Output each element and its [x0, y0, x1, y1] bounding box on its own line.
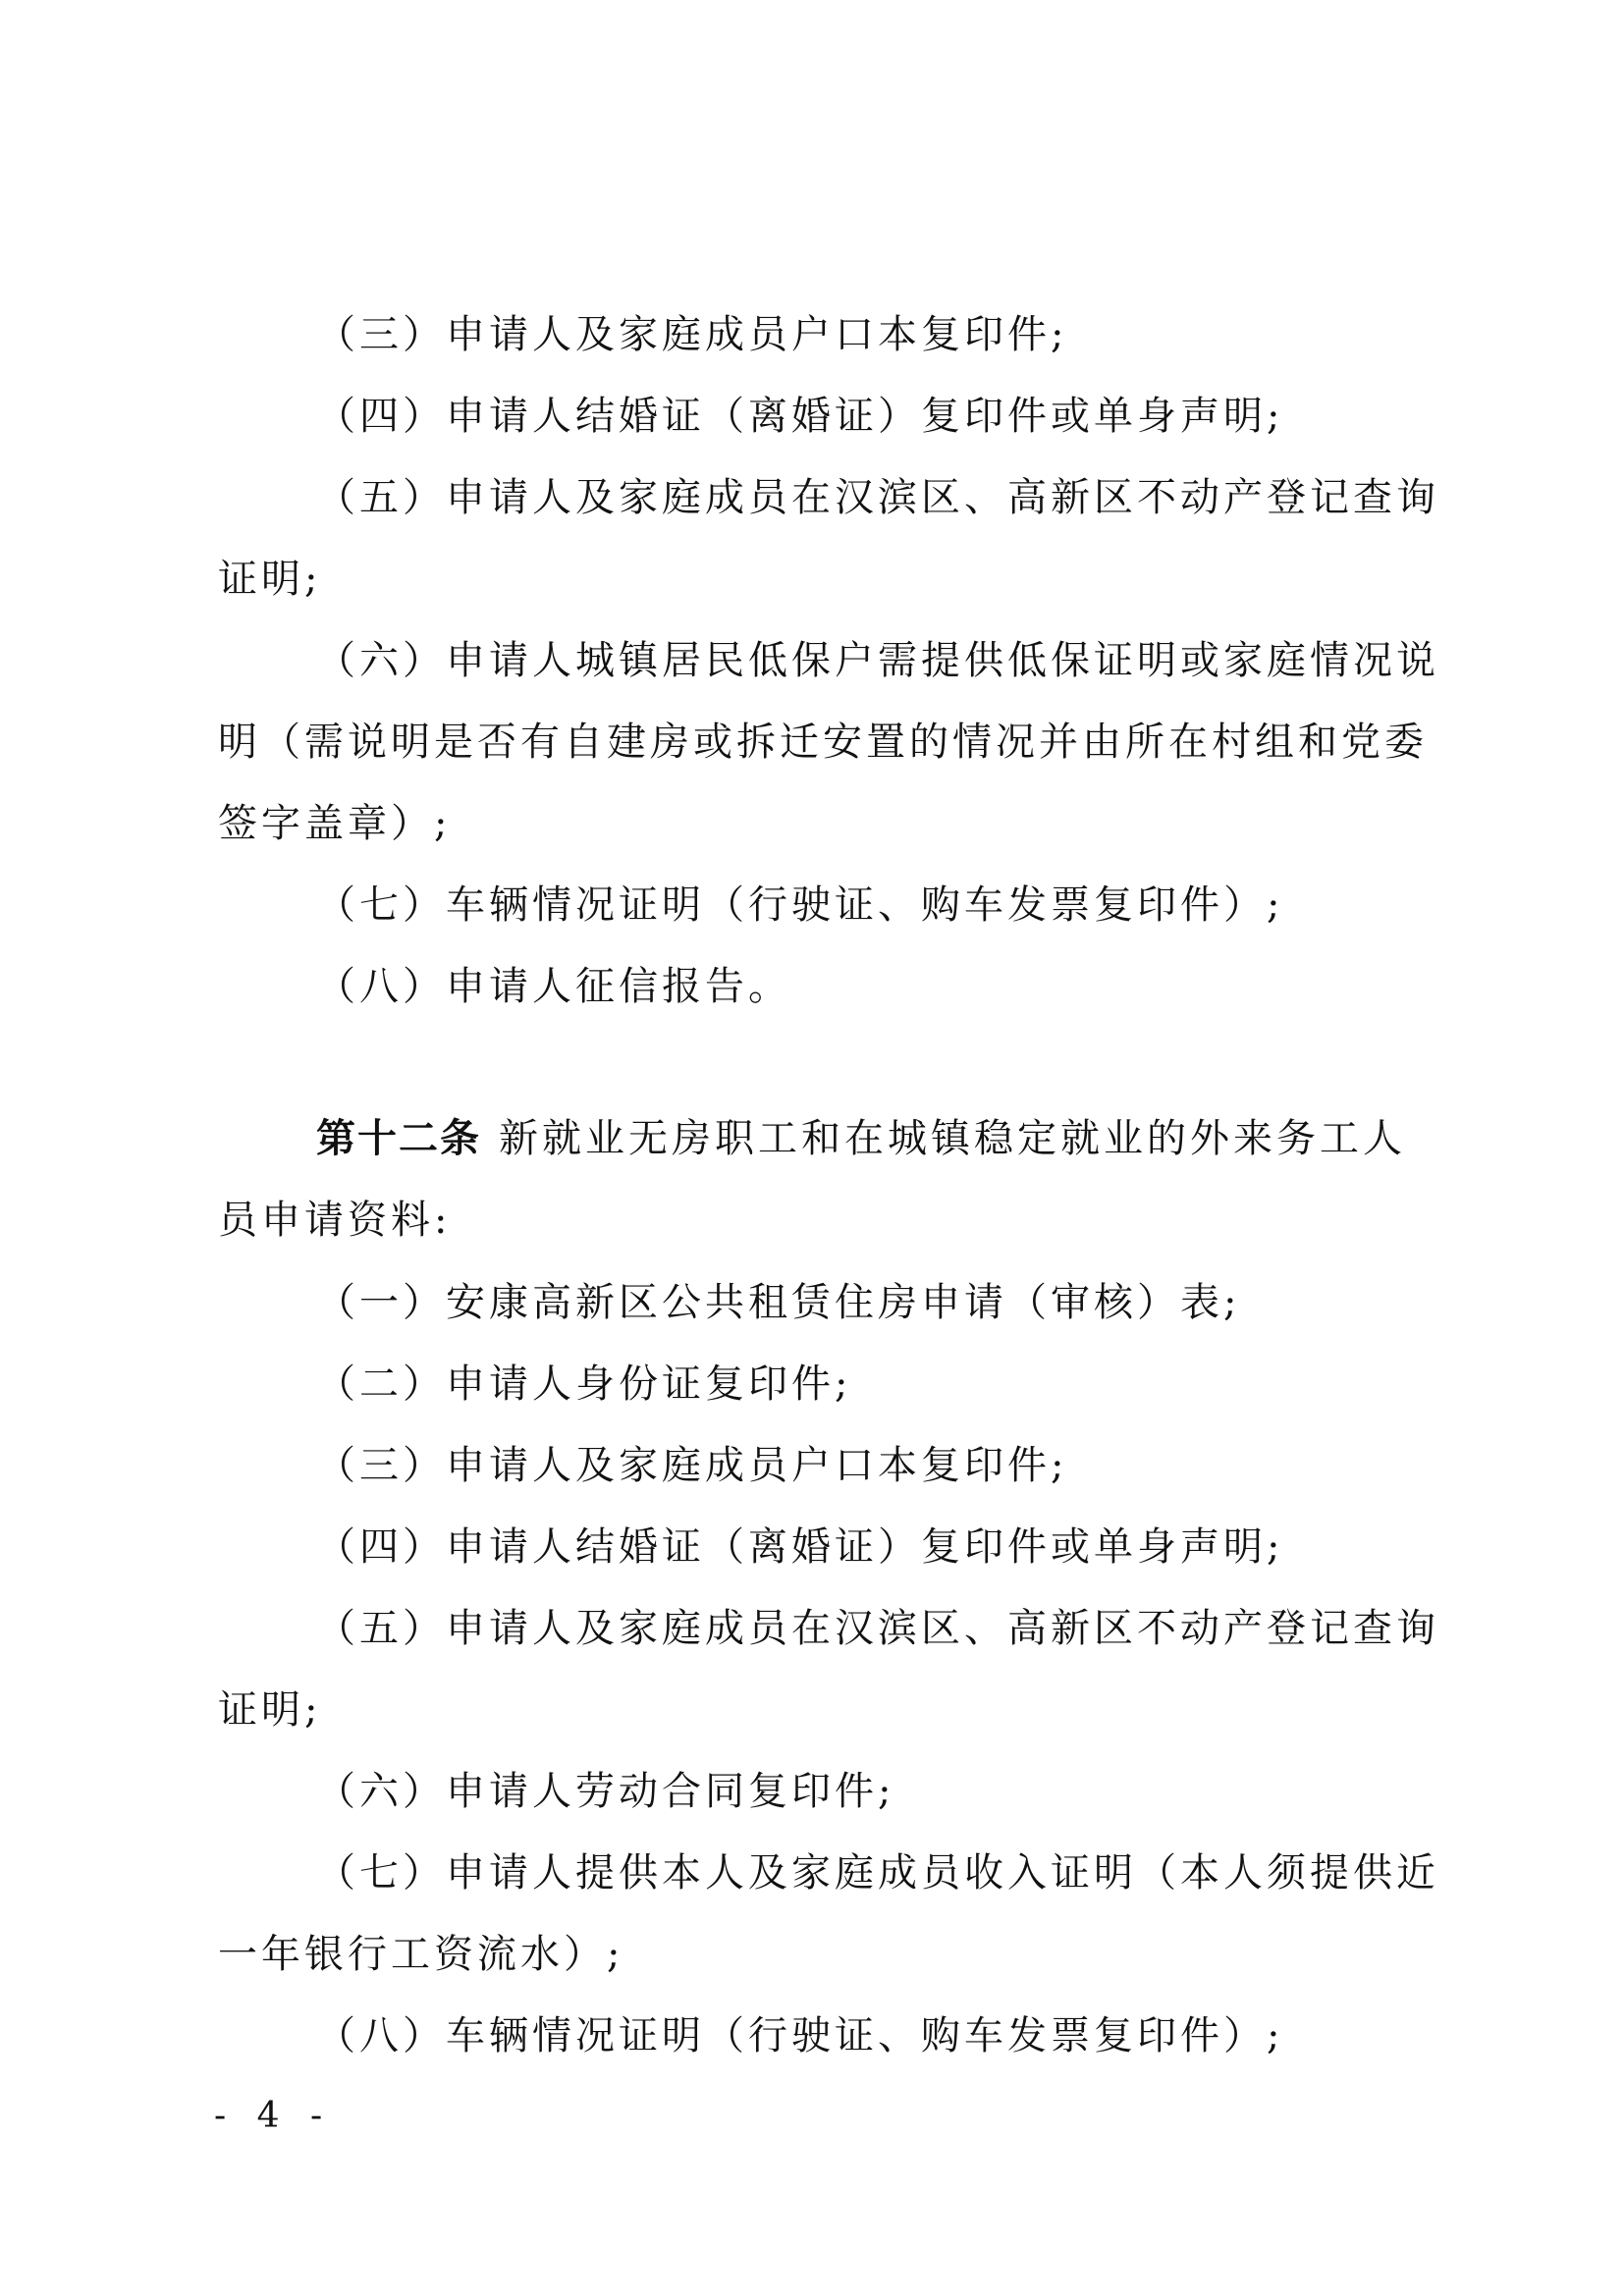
list-item: （五）申请人及家庭成员在汉滨区、高新区不动产登记查询 [316, 1606, 1439, 1651]
list-item: （七）车辆情况证明（行驶证、购车发票复印件）; [316, 882, 1284, 928]
article-12-intro: 新就业无房职工和在城镇稳定就业的外来务工人 [499, 1116, 1406, 1161]
list-item: （四）申请人结婚证（离婚证）复印件或单身声明; [316, 1524, 1284, 1570]
article-12-paragraph [316, 1114, 1534, 1163]
page-number: - 4 - [214, 2096, 333, 2136]
list-item-continuation: 明（需说明是否有自建房或拆迁安置的情况并由所在村组和党委 [218, 720, 1428, 765]
article-12-heading: 第十二条 [316, 1116, 481, 1161]
list-item: （六）申请人劳动合同复印件; [316, 1769, 895, 1814]
article-12-intro-continuation: 员申请资料: [218, 1198, 452, 1243]
list-item: （一）安康高新区公共租赁住房申请（审核）表; [316, 1280, 1241, 1325]
list-item: （三）申请人及家庭成员户口本复印件; [316, 1443, 1068, 1488]
list-item-continuation: 证明; [218, 1687, 322, 1733]
list-item: （八）申请人征信报告。 [316, 964, 791, 1009]
list-item: （八）车辆情况证明（行驶证、购车发票复印件）; [316, 2013, 1284, 2058]
list-item: （七）申请人提供本人及家庭成员收入证明（本人须提供近 [316, 1850, 1439, 1896]
list-item-continuation: 证明; [218, 557, 322, 602]
list-item: （六）申请人城镇居民低保户需提供低保证明或家庭情况说 [316, 638, 1439, 683]
list-item: （二）申请人身份证复印件; [316, 1362, 852, 1407]
list-item: （四）申请人结婚证（离婚证）复印件或单身声明; [316, 394, 1284, 439]
list-item-continuation: 签字盖章）; [218, 801, 452, 846]
list-item-continuation: 一年银行工资流水）; [218, 1932, 624, 1977]
list-item: （五）申请人及家庭成员在汉滨区、高新区不动产登记查询 [316, 475, 1439, 520]
list-item: （三）申请人及家庭成员户口本复印件; [316, 312, 1068, 357]
